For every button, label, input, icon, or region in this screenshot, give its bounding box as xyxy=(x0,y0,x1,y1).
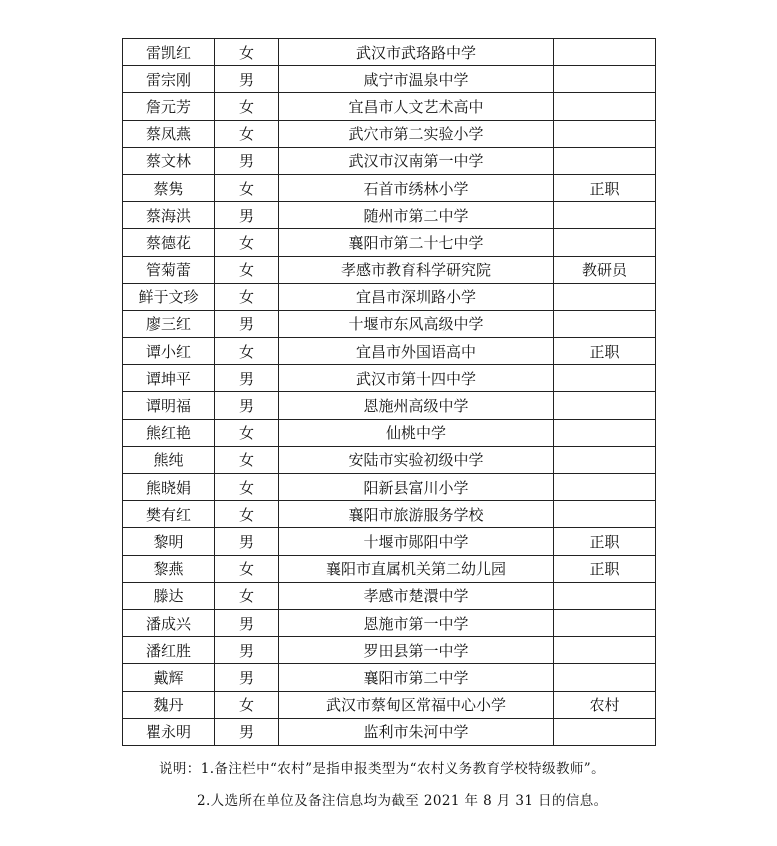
remark-cell: 正职 xyxy=(554,528,656,555)
remark-cell xyxy=(554,310,656,337)
remark-cell: 正职 xyxy=(554,555,656,582)
table-row xyxy=(123,474,656,501)
unit-cell: 宜昌市人文艺术高中 xyxy=(279,93,554,120)
unit-cell: 襄阳市直属机关第二幼儿园 xyxy=(279,555,554,582)
gender-cell: 女 xyxy=(215,691,279,718)
remark-cell xyxy=(554,283,656,310)
table-row xyxy=(123,392,656,419)
unit-cell: 宜昌市外国语高中 xyxy=(279,338,554,365)
remark-cell xyxy=(554,365,656,392)
table-row xyxy=(123,174,656,201)
table-row xyxy=(123,664,656,691)
name-cell: 谭明福 xyxy=(123,392,215,419)
unit-cell: 孝感市楚澴中学 xyxy=(279,582,554,609)
gender-cell: 男 xyxy=(215,609,279,636)
remark-cell: 正职 xyxy=(554,174,656,201)
unit-cell: 武汉市汉南第一中学 xyxy=(279,147,554,174)
remark-cell xyxy=(554,93,656,120)
name-cell: 黎明 xyxy=(123,528,215,555)
unit-cell: 罗田县第一中学 xyxy=(279,637,554,664)
table-row xyxy=(123,419,656,446)
table-row xyxy=(123,120,656,147)
table-row xyxy=(123,528,656,555)
name-cell: 谭小红 xyxy=(123,338,215,365)
unit-cell: 武汉市第十四中学 xyxy=(279,365,554,392)
remark-cell xyxy=(554,39,656,66)
unit-cell: 监利市朱河中学 xyxy=(279,718,554,745)
table-row xyxy=(123,202,656,229)
gender-cell: 男 xyxy=(215,637,279,664)
gender-cell: 女 xyxy=(215,419,279,446)
unit-cell: 石首市绣林小学 xyxy=(279,174,554,201)
name-cell: 蔡凤燕 xyxy=(123,120,215,147)
table-row xyxy=(123,582,656,609)
table-row xyxy=(123,229,656,256)
remark-cell xyxy=(554,419,656,446)
remark-cell xyxy=(554,202,656,229)
remark-cell: 正职 xyxy=(554,338,656,365)
unit-cell: 孝感市教育科学研究院 xyxy=(279,256,554,283)
remark-cell xyxy=(554,392,656,419)
remark-cell xyxy=(554,501,656,528)
unit-cell: 武汉市蔡甸区常福中心小学 xyxy=(279,691,554,718)
name-cell: 滕达 xyxy=(123,582,215,609)
table-row xyxy=(123,501,656,528)
table-row xyxy=(123,93,656,120)
unit-cell: 武穴市第二实验小学 xyxy=(279,120,554,147)
remark-cell xyxy=(554,609,656,636)
unit-cell: 襄阳市旅游服务学校 xyxy=(279,501,554,528)
name-cell: 蔡德花 xyxy=(123,229,215,256)
gender-cell: 女 xyxy=(215,338,279,365)
remark-cell xyxy=(554,229,656,256)
gender-cell: 女 xyxy=(215,446,279,473)
unit-cell: 仙桃中学 xyxy=(279,419,554,446)
name-cell: 蔡隽 xyxy=(123,174,215,201)
gender-cell: 女 xyxy=(215,256,279,283)
name-cell: 雷凯红 xyxy=(123,39,215,66)
name-cell: 熊晓娟 xyxy=(123,474,215,501)
remark-cell xyxy=(554,582,656,609)
name-cell: 雷宗刚 xyxy=(123,66,215,93)
table-row xyxy=(123,39,656,66)
remark-cell: 农村 xyxy=(554,691,656,718)
gender-cell: 男 xyxy=(215,66,279,93)
table-row xyxy=(123,283,656,310)
name-cell: 蔡文林 xyxy=(123,147,215,174)
table-row xyxy=(123,555,656,582)
gender-cell: 女 xyxy=(215,93,279,120)
unit-cell: 宜昌市深圳路小学 xyxy=(279,283,554,310)
unit-cell: 武汉市武珞路中学 xyxy=(279,39,554,66)
name-cell: 戴辉 xyxy=(123,664,215,691)
table-row xyxy=(123,609,656,636)
table-row xyxy=(123,637,656,664)
gender-cell: 男 xyxy=(215,202,279,229)
gender-cell: 女 xyxy=(215,229,279,256)
gender-cell: 男 xyxy=(215,365,279,392)
gender-cell: 女 xyxy=(215,283,279,310)
table-row xyxy=(123,147,656,174)
name-cell: 潘成兴 xyxy=(123,609,215,636)
remark-cell xyxy=(554,718,656,745)
gender-cell: 男 xyxy=(215,718,279,745)
gender-cell: 女 xyxy=(215,474,279,501)
teacher-list-table xyxy=(122,38,656,746)
name-cell: 魏丹 xyxy=(123,691,215,718)
gender-cell: 女 xyxy=(215,501,279,528)
unit-cell: 十堰市郧阳中学 xyxy=(279,528,554,555)
name-cell: 潘红胜 xyxy=(123,637,215,664)
table-row xyxy=(123,718,656,745)
table-row xyxy=(123,365,656,392)
remark-cell xyxy=(554,446,656,473)
unit-cell: 随州市第二中学 xyxy=(279,202,554,229)
table-row xyxy=(123,256,656,283)
gender-cell: 女 xyxy=(215,120,279,147)
footnote-2: 2.人选所在单位及备注信息均为截至 2021 年 8 月 31 日的信息。 xyxy=(197,793,608,809)
table-row xyxy=(123,310,656,337)
name-cell: 廖三红 xyxy=(123,310,215,337)
table-row xyxy=(123,338,656,365)
gender-cell: 女 xyxy=(215,582,279,609)
gender-cell: 女 xyxy=(215,555,279,582)
name-cell: 管菊蕾 xyxy=(123,256,215,283)
gender-cell: 男 xyxy=(215,664,279,691)
unit-cell: 咸宁市温泉中学 xyxy=(279,66,554,93)
unit-cell: 十堰市东风高级中学 xyxy=(279,310,554,337)
gender-cell: 男 xyxy=(215,147,279,174)
name-cell: 熊红艳 xyxy=(123,419,215,446)
unit-cell: 恩施州高级中学 xyxy=(279,392,554,419)
unit-cell: 襄阳市第二十七中学 xyxy=(279,229,554,256)
unit-cell: 恩施市第一中学 xyxy=(279,609,554,636)
name-cell: 樊有红 xyxy=(123,501,215,528)
gender-cell: 男 xyxy=(215,392,279,419)
table-row xyxy=(123,691,656,718)
table-row xyxy=(123,446,656,473)
name-cell: 熊纯 xyxy=(123,446,215,473)
gender-cell: 女 xyxy=(215,39,279,66)
table-row xyxy=(123,66,656,93)
name-cell: 谭坤平 xyxy=(123,365,215,392)
gender-cell: 男 xyxy=(215,528,279,555)
unit-cell: 安陆市实验初级中学 xyxy=(279,446,554,473)
remark-cell xyxy=(554,664,656,691)
unit-cell: 阳新县富川小学 xyxy=(279,474,554,501)
remark-cell xyxy=(554,66,656,93)
remark-cell xyxy=(554,474,656,501)
unit-cell: 襄阳市第二中学 xyxy=(279,664,554,691)
remark-cell xyxy=(554,147,656,174)
footnote-1: 说明：1.备注栏中“农村”是指申报类型为“农村义务教育学校特级教师”。 xyxy=(159,761,605,777)
remark-cell xyxy=(554,637,656,664)
name-cell: 瞿永明 xyxy=(123,718,215,745)
remark-cell xyxy=(554,120,656,147)
name-cell: 詹元芳 xyxy=(123,93,215,120)
name-cell: 鲜于文珍 xyxy=(123,283,215,310)
gender-cell: 女 xyxy=(215,174,279,201)
remark-cell: 教研员 xyxy=(554,256,656,283)
gender-cell: 男 xyxy=(215,310,279,337)
name-cell: 黎燕 xyxy=(123,555,215,582)
name-cell: 蔡海洪 xyxy=(123,202,215,229)
